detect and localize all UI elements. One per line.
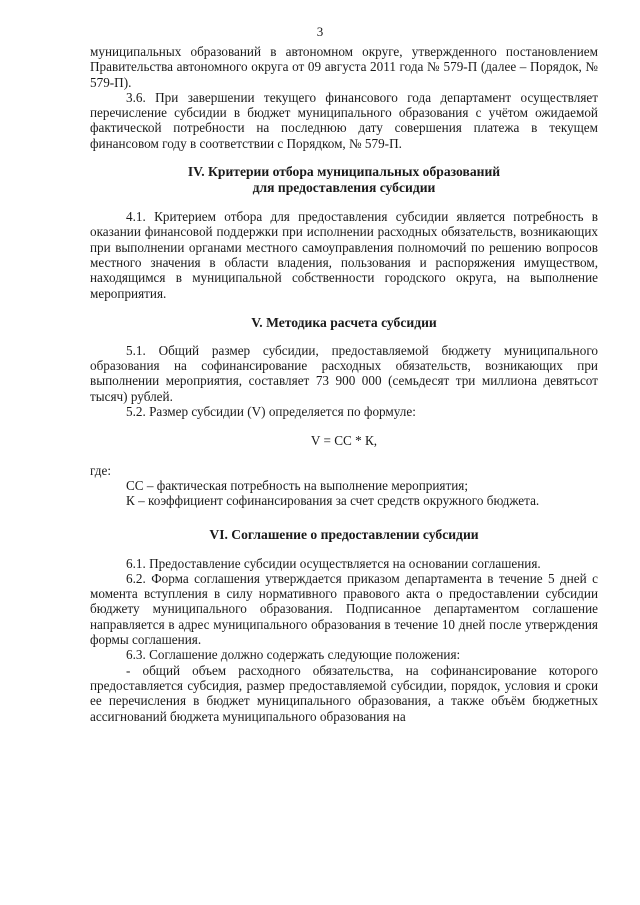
paragraph-6-3: 6.3. Соглашение должно содержать следующие положения:: [126, 647, 461, 663]
paragraph-6-3-item: - общий объем расходного обязательства, на софинансирование которого предоставляется субсидия, размер предоставляемой субсидии, порядок, условия и сроки ее перечисления в бюджет муниципального образования, а также объём бюджетных ассигнований бюджета муниципального образования на: [90, 662, 598, 724]
page-number: 3: [316, 24, 324, 39]
paragraph-6-1: 6.1. Предоставление субсидии осуществляется на основании соглашения.: [126, 555, 541, 571]
section-4-title-line-1: IV. Критерии отбора муниципальных образований: [187, 164, 501, 180]
section-5-heading: V. Методика расчета субсидии: [251, 314, 437, 330]
paragraph-3-6: 3.6. При завершении текущего финансового года департамент осуществляет перечисление субсидии в бюджет муниципального образования с учётом ожидаемой фактической потребности на последнюю дату совершения платежа в текущем финансовом году в соответствии с Порядком, № 579-П.: [90, 89, 598, 151]
paragraph-4-1: 4.1. Критерием отбора для предоставления субсидии является потребность в оказании финансовой поддержки при исполнении расходных обязательств, возникающих при выполнении органами местного самоуправления полномочий по решению вопросов местного значения в области владения, пользования и распоряжения имуществом, находящимся в муниципальной собственности городского округа, на выполнение мероприятия.: [90, 209, 598, 301]
definition-k: К – коэффициент софинансирования за счет средств окружного бюджета.: [126, 493, 540, 509]
formula: V = СС * К,: [310, 433, 378, 449]
paragraph-5-1: 5.1. Общий размер субсидии, предоставляемой бюджету муниципального образования на софинансирование расходных обязательств, возникающих при выполнении мероприятия, составляет 73 900 000 (семьдесят три миллиона девятьсот тысяч) рублей.: [90, 342, 598, 404]
paragraph-6-2: 6.2. Форма соглашения утверждается приказом департамента в течение 5 дней с момента вступления в силу нормативного правового акта о предоставлении субсидии бюджету муниципального образования. Подписанное департаментом соглашение направляется в адрес муниципального образования в течение 10 дней после утверждения формы соглашения.: [90, 570, 598, 648]
paragraph-intro: муниципальных образований в автономном округе, утвержденного постановлением Правительства автономного округа от 09 августа 2011 года № 579-П (далее – Порядок, № 579-П).: [90, 44, 598, 90]
section-6-heading: VI. Соглашение о предоставлении субсидии: [209, 526, 479, 542]
paragraph-5-2: 5.2. Размер субсидии (V) определяется по формуле:: [126, 404, 416, 420]
section-4-title-line-2: для предоставления субсидии: [252, 180, 436, 196]
section-4-heading: [90, 164, 598, 196]
document-body: [90, 44, 598, 724]
definition-cc: СС – фактическая потребность на выполнение мероприятия;: [126, 477, 469, 493]
formula-where: где:: [90, 462, 111, 478]
